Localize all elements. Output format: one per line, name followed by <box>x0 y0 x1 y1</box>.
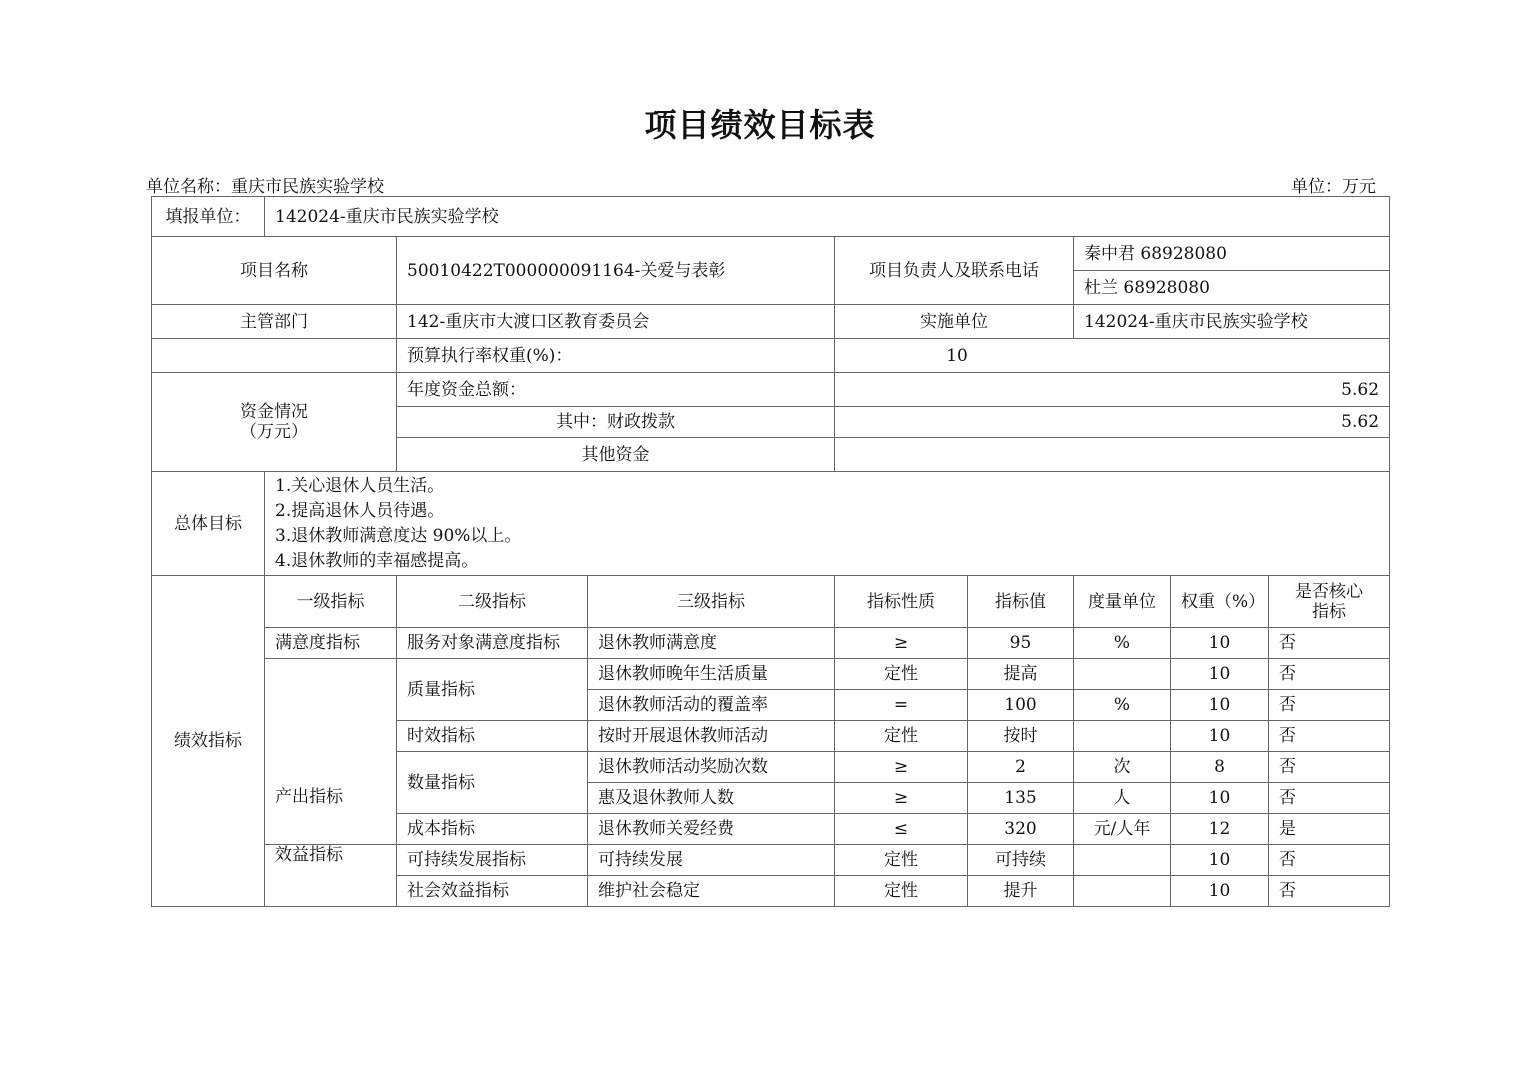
header-level1: 一级指标 <box>265 576 397 628</box>
unit-cell: 元/人年 <box>1074 814 1171 845</box>
weight-cell: 10 <box>1171 845 1269 876</box>
goal-label: 总体目标 <box>152 472 265 576</box>
table-row <box>152 845 1390 876</box>
core-cell: 否 <box>1269 659 1390 690</box>
contact-2: 杜兰 68928080 <box>1074 271 1390 305</box>
unit-cell: 次 <box>1074 752 1171 783</box>
budget-weight-label: 预算执行率权重(%)： <box>397 339 835 373</box>
weight-cell: 12 <box>1171 814 1269 845</box>
level3-cell: 按时开展退休教师活动 <box>588 721 835 752</box>
fiscal-label: 其中：财政拨款 <box>397 407 835 438</box>
header-core-line: 指标 <box>1312 601 1346 622</box>
level1-satisfaction: 满意度指标 <box>265 628 397 659</box>
value-cell: 可持续 <box>968 845 1074 876</box>
level3-cell: 退休教师晚年生活质量 <box>588 659 835 690</box>
level2-timeliness: 时效指标 <box>397 721 588 752</box>
core-cell: 否 <box>1269 628 1390 659</box>
impl-value: 142024-重庆市民族实验学校 <box>1074 305 1390 339</box>
level3-cell: 可持续发展 <box>588 845 835 876</box>
contact-label: 项目负责人及联系电话 <box>835 237 1074 305</box>
level1-benefit: 效益指标 <box>265 845 397 907</box>
core-cell: 否 <box>1269 845 1390 876</box>
budget-weight-row <box>152 339 1390 373</box>
goal-item: 4.退休教师的幸福感提高。 <box>275 550 479 571</box>
level3-cell: 退休教师活动奖励次数 <box>588 752 835 783</box>
goal-row <box>152 472 1390 576</box>
level3-cell: 退休教师满意度 <box>588 628 835 659</box>
core-cell: 否 <box>1269 690 1390 721</box>
budget-weight-value: 10 <box>835 339 1390 373</box>
level3-cell: 维护社会稳定 <box>588 876 835 907</box>
core-cell: 否 <box>1269 783 1390 814</box>
unit-name: 单位名称：重庆市民族实验学校 <box>146 177 384 197</box>
project-name-label: 项目名称 <box>152 237 397 305</box>
funds-label: 资金情况 <box>240 402 308 422</box>
level2-social: 社会效益指标 <box>397 876 588 907</box>
nature-cell: ≥ <box>835 752 968 783</box>
nature-cell: ≥ <box>835 628 968 659</box>
level2-cost: 成本指标 <box>397 814 588 845</box>
weight-cell: 10 <box>1171 876 1269 907</box>
table-row <box>152 659 1390 690</box>
weight-cell: 10 <box>1171 783 1269 814</box>
performance-table <box>151 196 1390 907</box>
header-value: 指标值 <box>968 576 1074 628</box>
weight-cell: 8 <box>1171 752 1269 783</box>
level3-cell: 惠及退休教师人数 <box>588 783 835 814</box>
header-level2: 二级指标 <box>397 576 588 628</box>
level2-sustainable: 可持续发展指标 <box>397 845 588 876</box>
fill-unit-row <box>152 197 1390 237</box>
indicator-header-row <box>152 576 1390 628</box>
nature-cell: 定性 <box>835 876 968 907</box>
unit-cell <box>1074 659 1171 690</box>
header-level3: 三级指标 <box>588 576 835 628</box>
header-unit: 度量单位 <box>1074 576 1171 628</box>
nature-cell: 定性 <box>835 845 968 876</box>
fill-unit-value: 142024-重庆市民族实验学校 <box>265 197 1390 237</box>
nature-cell: = <box>835 690 968 721</box>
fiscal-value: 5.62 <box>835 407 1390 438</box>
weight-cell: 10 <box>1171 690 1269 721</box>
core-cell: 是 <box>1269 814 1390 845</box>
funds-label-cell <box>152 373 397 472</box>
annual-total-row <box>152 373 1390 407</box>
header-nature: 指标性质 <box>835 576 968 628</box>
unit-cell: % <box>1074 628 1171 659</box>
level2-quality: 质量指标 <box>397 659 588 721</box>
perf-label: 绩效指标 <box>152 576 265 907</box>
level3-cell: 退休教师关爱经费 <box>588 814 835 845</box>
unit-cell <box>1074 845 1171 876</box>
level2-service: 服务对象满意度指标 <box>397 628 588 659</box>
dept-label: 主管部门 <box>152 305 397 339</box>
level1-output: 产出指标 <box>265 659 397 845</box>
value-cell: 提高 <box>968 659 1074 690</box>
unit-cell: % <box>1074 690 1171 721</box>
nature-cell: ≥ <box>835 783 968 814</box>
core-cell: 否 <box>1269 721 1390 752</box>
goal-item: 2.提高退休人员待遇。 <box>275 500 445 521</box>
dept-value: 142-重庆市大渡口区教育委员会 <box>397 305 835 339</box>
project-row <box>152 237 1390 271</box>
level2-quantity: 数量指标 <box>397 752 588 814</box>
value-cell: 100 <box>968 690 1074 721</box>
other-funds-label: 其他资金 <box>397 438 835 472</box>
dept-row <box>152 305 1390 339</box>
annual-total-label: 年度资金总额： <box>397 373 835 407</box>
impl-label: 实施单位 <box>835 305 1074 339</box>
contact-1: 秦中君 68928080 <box>1074 237 1390 271</box>
weight-cell: 10 <box>1171 659 1269 690</box>
money-unit: 单位：万元 <box>1291 177 1376 197</box>
header-weight: 权重（%） <box>1171 576 1269 628</box>
page-title: 项目绩效目标表 <box>644 106 876 144</box>
other-funds-value <box>835 438 1390 472</box>
nature-cell: ≤ <box>835 814 968 845</box>
value-cell: 按时 <box>968 721 1074 752</box>
value-cell: 2 <box>968 752 1074 783</box>
funds-unit: （万元） <box>240 422 308 442</box>
goal-item: 3.退休教师满意度达 90%以上。 <box>275 525 522 546</box>
annual-total-value: 5.62 <box>835 373 1390 407</box>
goal-item: 1.关心退休人员生活。 <box>275 475 445 496</box>
core-cell: 否 <box>1269 876 1390 907</box>
fill-unit-label: 填报单位： <box>152 197 265 237</box>
unit-cell: 人 <box>1074 783 1171 814</box>
header-core-line: 是否核心 <box>1295 581 1363 602</box>
unit-cell <box>1074 876 1171 907</box>
weight-cell: 10 <box>1171 628 1269 659</box>
core-cell: 否 <box>1269 752 1390 783</box>
nature-cell: 定性 <box>835 721 968 752</box>
value-cell: 135 <box>968 783 1074 814</box>
value-cell: 95 <box>968 628 1074 659</box>
table-row <box>152 628 1390 659</box>
unit-cell <box>1074 721 1171 752</box>
weight-cell: 10 <box>1171 721 1269 752</box>
value-cell: 提升 <box>968 876 1074 907</box>
project-name-value: 50010422T000000091164-关爱与表彰 <box>397 237 835 305</box>
level3-cell: 退休教师活动的覆盖率 <box>588 690 835 721</box>
value-cell: 320 <box>968 814 1074 845</box>
nature-cell: 定性 <box>835 659 968 690</box>
header-core <box>1269 576 1390 628</box>
goal-content <box>265 472 1390 576</box>
